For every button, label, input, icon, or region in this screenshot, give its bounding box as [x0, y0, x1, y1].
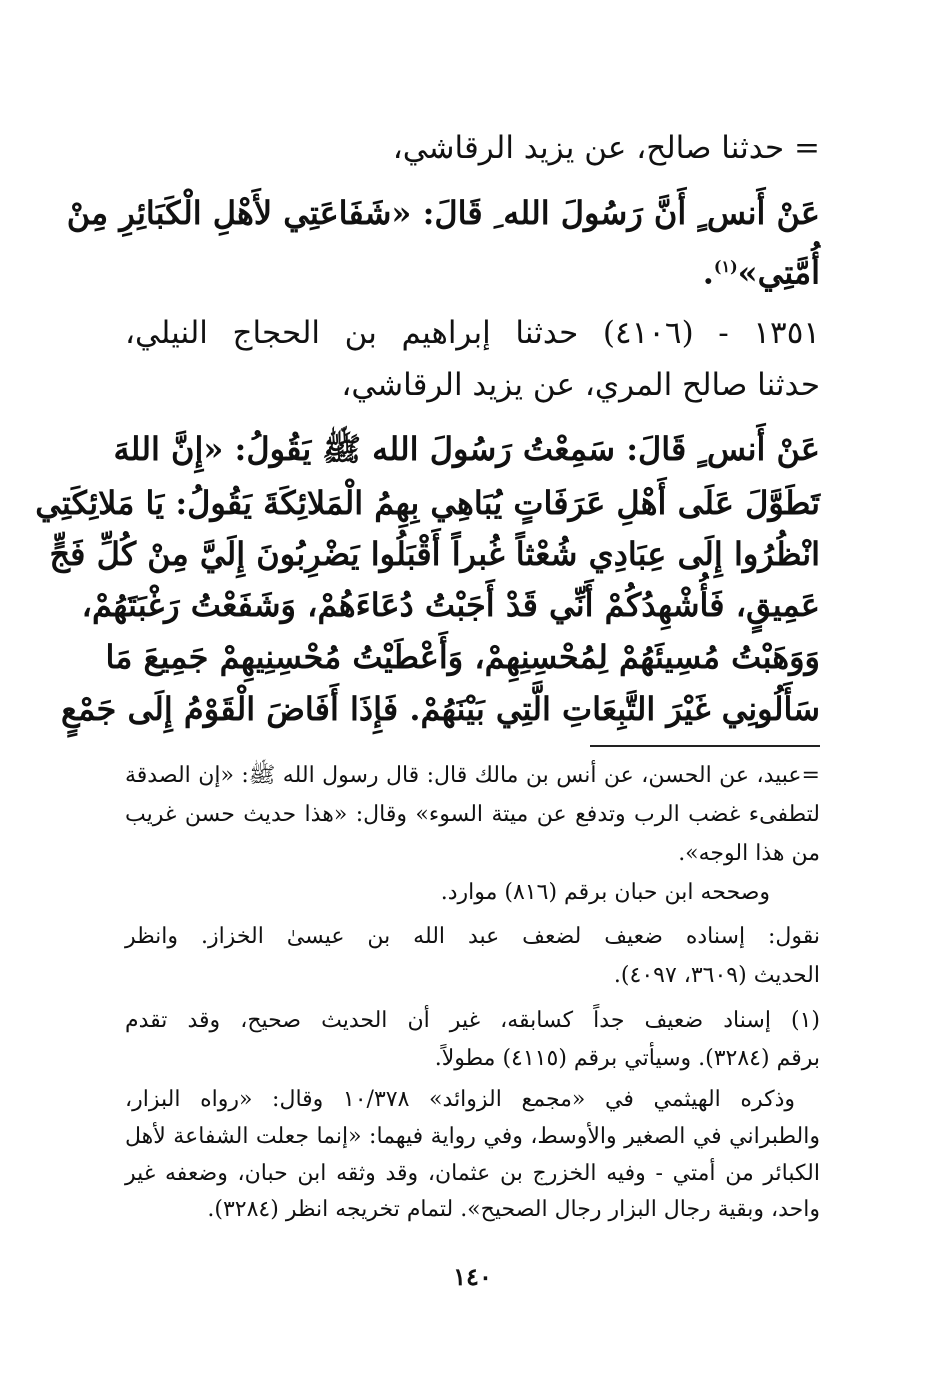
main-line-3 — [703, 246, 820, 294]
main-line-2: عَنْ أَنس ٍ أَنَّ رَسُولَ الله ِ قَالَ: «شَفَاعَتِي لأَهْلِ الْكَبَائِرِ مِنْ — [66, 194, 820, 232]
footnote-line-5: نقول: إسناده ضعيف لضعف عبد الله بن عيسىٰ الخزاز. وانظر — [125, 924, 820, 949]
footnote-marker: (١) — [713, 257, 738, 276]
footnote-line-4: وصححه ابن حبان برقم (٨١٦) موارد. — [440, 880, 770, 905]
main-line-3-text: أُمَّتِي» — [737, 253, 820, 292]
main-line-9: انْظُرُوا إِلَى عِبَادِي شُعْثاً غُبراً أَقْبَلُوا يَضْرِبُونَ إِلَيَّ مِنْ كُلِّ فَجٍّ — [49, 535, 820, 573]
footnote-line-2: لتطفىء غضب الرب وتدفع عن ميتة السوء» وقال: «هذا حديث حسن غريب — [125, 802, 820, 827]
footnote-line-11: الكبائر من أمتي - وفيه الخزرج بن عثمان، وقد وثقه ابن حبان، وضعفه غير — [125, 1161, 820, 1186]
footnote-line-1: =عبيد، عن الحسن، عن أنس بن مالك قال: قال رسول الله ﷺ: «إن الصدقة — [125, 763, 820, 788]
footnote-line-6: الحديث (٣٦٠٩، ٤٠٩٧). — [613, 963, 820, 988]
footnote-line-7: (١) إسناد ضعيف جداً كسابقه، غير أن الحديث صحيح، وقد تقدم — [125, 1008, 820, 1033]
main-line-3-end: . — [702, 253, 714, 292]
main-line-10: عَمِيقٍ، فَأُشْهِدُكُمْ أَنِّي قَدْ أَجَبْتُ دُعَاءَهُمْ، وَشَفَعْتُ رَغْبَتَهُمْ، — [81, 586, 820, 624]
main-line-12: سَأَلُونِي غَيْرَ التَّبِعَاتِ الَّتِي بَيْنَهُمْ. فَإِذَا أَفَاضَ الْقَوْمُ إِلَى جَمْعٍ — [61, 690, 820, 728]
main-line-1: = حدثنا صالح، عن يزيد الرقاشي، — [392, 130, 820, 166]
footnote-line-10: والطبراني في الصغير والأوسط، وفي رواية فيهما: «إنما جعلت الشفاعة لأهل — [125, 1124, 820, 1149]
footnote-line-8: برقم (٣٢٨٤). وسيأتي برقم (٤١١٥) مطولاً. — [434, 1046, 820, 1071]
footnote-line-12: واحد، وبقية رجال البزار رجال الصحيح». لتمام تخريجه انظر (٣٢٨٤). — [207, 1197, 820, 1222]
main-line-7: عَنْ أَنس ٍ قَالَ: سَمِعْتُ رَسُولَ الله ﷺ يَقُولُ: «إِنَّ اللهَ — [113, 430, 820, 468]
main-line-8: تَطَوَّلَ عَلَى أَهْلِ عَرَفَاتٍ يُبَاهِي بِهِمُ الْمَلائِكَةَ يَقُولُ: يَا مَلائِكَتِي — [35, 484, 820, 522]
footnote-separator — [590, 745, 820, 747]
footnote-line-9: وذكره الهيثمي في «مجمع الزوائد» ١٠/٣٧٨ وقال: «رواه البزار، — [125, 1087, 795, 1112]
footnote-line-3: من هذا الوجه». — [678, 841, 820, 866]
page-number: ١٤٠ — [453, 1262, 492, 1291]
main-line-6: حدثنا صالح المري، عن يزيد الرقاشي، — [341, 367, 820, 403]
main-line-11: وَوَهَبْتُ مُسِيئَهُمْ لِمُحْسِنِهِمْ، وَأَعْطَيْتُ مُحْسِنِيهِمْ جَمِيعَ مَا — [105, 638, 820, 676]
hadith-1351-heading: ١٣٥١ - (٤١٠٦) حدثنا إبراهيم بن الحجاج النيلي، — [125, 315, 821, 351]
